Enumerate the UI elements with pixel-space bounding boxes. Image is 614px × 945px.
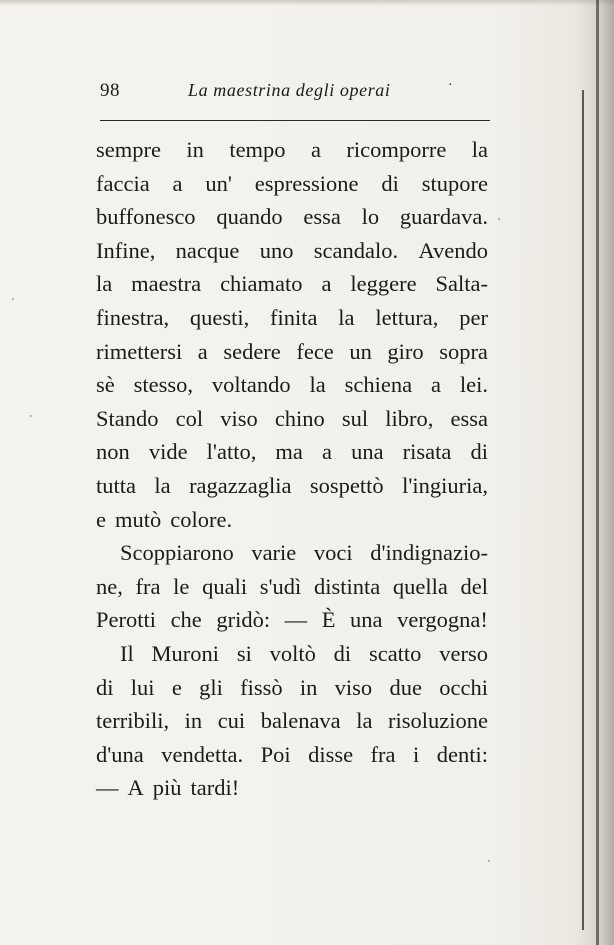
text-line: Infine, nacque uno scandalo. Avendo bbox=[96, 237, 488, 263]
header-mark: · bbox=[448, 78, 453, 93]
text-line: Perotti che gridò: — È una vergogna! bbox=[96, 607, 488, 633]
text-line: non vide l'atto, ma a una risata di bbox=[96, 439, 488, 465]
body-text bbox=[96, 133, 488, 805]
running-title: La maestrina degli operai bbox=[188, 80, 391, 100]
text-line: Scoppiarono varie voci d'indignazio- bbox=[120, 540, 488, 566]
paper-speck bbox=[30, 415, 32, 417]
header-rule bbox=[100, 120, 490, 121]
binding-line bbox=[582, 90, 584, 930]
text-line: buffonesco quando essa lo guardava. bbox=[96, 204, 488, 230]
text-line: terribili, in cui balenava la risoluzione bbox=[96, 708, 488, 734]
text-line: Stando col viso chino sul libro, essa bbox=[96, 405, 488, 431]
page-edge-line bbox=[596, 0, 599, 945]
text-line: finestra, questi, finita la lettura, per bbox=[96, 304, 488, 330]
text-line: la maestra chiamato a leggere Salta- bbox=[96, 271, 488, 297]
text-line: tutta la ragazzaglia sospettò l'ingiuria, bbox=[96, 472, 488, 498]
text-line: di lui e gli fissò in viso due occhi bbox=[96, 674, 488, 700]
page-top-edge bbox=[0, 0, 614, 6]
text-line: e mutò colore. bbox=[96, 506, 233, 532]
text-line: ne, fra le quali s'udì distinta quella del bbox=[96, 573, 488, 599]
running-header bbox=[100, 80, 488, 106]
page-number: 98 bbox=[100, 80, 120, 101]
page-binding-shadow bbox=[574, 0, 614, 945]
text-line: Il Muroni si voltò di scatto verso bbox=[120, 640, 488, 666]
text-line: — A più tardi! bbox=[96, 775, 240, 801]
text-line: d'una vendetta. Poi disse fra i denti: bbox=[96, 741, 488, 767]
text-line: rimettersi a sedere fece un giro sopra bbox=[96, 338, 488, 364]
paper-speck bbox=[488, 860, 490, 862]
paper-speck bbox=[12, 298, 14, 300]
paper-speck bbox=[498, 218, 500, 220]
text-line: faccia a un' espressione di stupore bbox=[96, 170, 488, 196]
text-line: sempre in tempo a ricomporre la bbox=[96, 137, 488, 162]
text-line: sè stesso, voltando la schiena a lei. bbox=[96, 372, 488, 398]
